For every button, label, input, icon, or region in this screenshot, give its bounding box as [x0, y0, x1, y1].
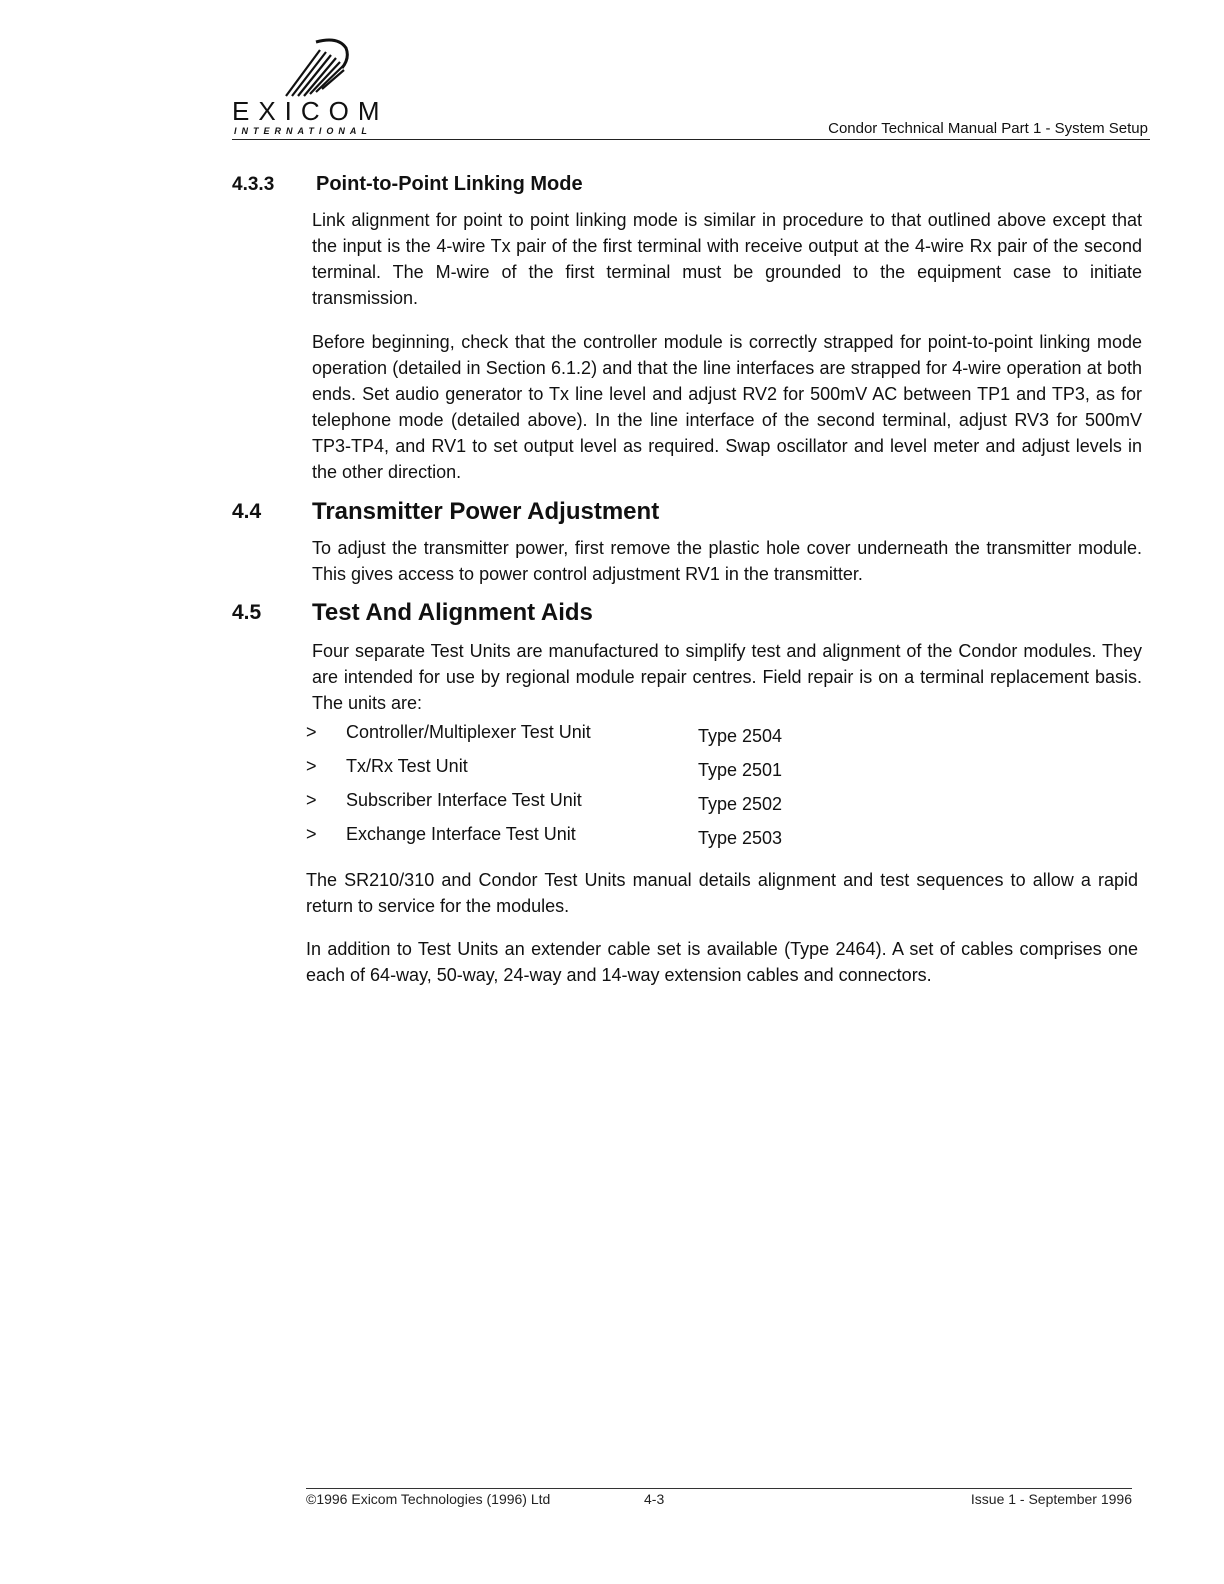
logo-subtitle: INTERNATIONAL: [234, 126, 372, 136]
footer-divider: [306, 1488, 1132, 1489]
logo-wordmark: EXICOM: [232, 96, 389, 126]
unit-name: Controller/Multiplexer Test Unit: [346, 722, 591, 742]
section-heading-4-4: Transmitter Power Adjustment: [312, 498, 660, 525]
paragraph: The SR210/310 and Condor Test Units manual details alignment and test sequences to allow a rapid return to service for the modules.: [306, 870, 1138, 916]
bullet-marker: >: [306, 756, 317, 776]
list-item: [306, 752, 866, 786]
bullet-marker: >: [306, 790, 317, 810]
section-heading-4-5: Test And Alignment Aids: [312, 599, 593, 626]
list-item: [306, 718, 866, 752]
paragraph: Link alignment for point to point linking mode is similar in procedure to that outlined above except that the input is the 4-wire Tx pair of the first terminal with receive output at the 4-wire Rx pair of the second terminal. The M-wire of the first terminal must be grounded to the equipment case to initiate transmission.: [312, 210, 1142, 308]
running-header-title: Condor Technical Manual Part 1 - System Setup: [828, 120, 1148, 137]
bullet-marker: >: [306, 722, 317, 742]
bullet-marker: >: [306, 824, 317, 844]
footer-copyright: ©1996 Exicom Technologies (1996) Ltd: [306, 1491, 551, 1507]
unit-type: Type 2503: [698, 828, 783, 848]
logo-emblem-icon: [276, 36, 356, 98]
section-number-4-4: 4.4: [232, 500, 262, 523]
unit-type: Type 2502: [698, 794, 783, 814]
section-number-4-3-3: 4.3.3: [232, 174, 275, 195]
paragraph: To adjust the transmitter power, first remove the plastic hole cover underneath the transmitter module. This gives access to power control adjustment RV1 in the transmitter.: [312, 538, 1142, 584]
footer-page-number: 4-3: [644, 1491, 665, 1507]
unit-type: Type 2501: [698, 760, 783, 780]
exicom-logo: [232, 36, 402, 136]
unit-name: Tx/Rx Test Unit: [346, 756, 468, 776]
unit-name: Subscriber Interface Test Unit: [346, 790, 582, 810]
section-number-4-5: 4.5: [232, 601, 262, 624]
list-item: [306, 786, 866, 820]
paragraph: Before beginning, check that the controller module is correctly strapped for point-to-point linking mode operation (detailed in Section 6.1.2) and that the line interfaces are strapped for 4-wire operation at both ends. Set audio generator to Tx line level and adjust RV2 for 500mV AC between TP1 and TP3, as for telephone mode (detailed above). In the line interface of the second terminal, adjust RV3 for 500mV TP3-TP4, and RV1 to set output level as required. Swap oscillator and level meter and adjust levels in the other direction.: [312, 332, 1142, 482]
list-item: [306, 820, 866, 854]
header-divider: [232, 139, 1150, 140]
unit-type: Type 2504: [698, 726, 783, 746]
paragraph: Four separate Test Units are manufactured to simplify test and alignment of the Condor modules. They are intended for use by regional module repair centres. Field repair is on a terminal replacement basis. The units are:: [312, 641, 1142, 713]
test-units-list: [306, 718, 866, 854]
footer-issue: Issue 1 - September 1996: [970, 1491, 1132, 1507]
section-heading-4-3-3: Point-to-Point Linking Mode: [316, 173, 583, 195]
unit-name: Exchange Interface Test Unit: [346, 824, 576, 844]
paragraph: In addition to Test Units an extender cable set is available (Type 2464). A set of cables comprises one each of 64-way, 50-way, 24-way and 14-way extension cables and connectors.: [306, 939, 1138, 985]
